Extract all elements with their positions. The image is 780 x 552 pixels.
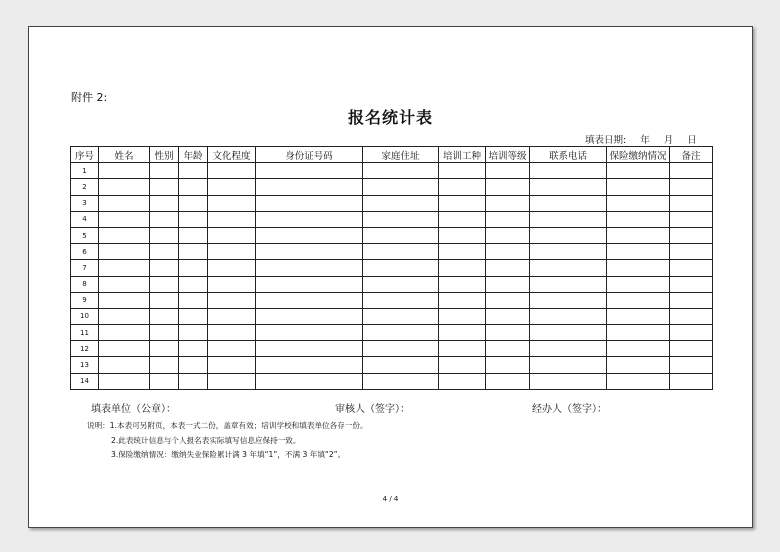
table-cell[interactable] [208,276,256,292]
table-cell[interactable] [530,260,607,276]
table-cell[interactable] [530,211,607,227]
table-cell[interactable] [179,308,208,324]
table-row [71,260,713,276]
row-number: 3 [71,195,99,211]
table-cell[interactable] [256,195,363,211]
table-cell[interactable] [208,244,256,260]
header-cell: 身份证号码 [256,147,363,163]
table-cell[interactable] [208,341,256,357]
table-cell[interactable] [670,373,713,389]
header-cell: 家庭住址 [363,147,439,163]
table-cell[interactable] [179,357,208,373]
table-row [71,341,713,357]
table-body [71,163,713,390]
header-cell: 序号 [71,147,99,163]
table-cell[interactable] [486,357,530,373]
table-cell[interactable] [670,227,713,243]
table-cell[interactable] [670,195,713,211]
table-cell[interactable] [99,308,150,324]
table-cell[interactable] [363,227,439,243]
header-cell: 培训等级 [486,147,530,163]
row-number: 5 [71,227,99,243]
handler-sign-label: 经办人（签字）： [532,404,607,415]
table-row [71,325,713,341]
table-row [71,195,713,211]
date-day: 日 [687,135,697,146]
table-cell[interactable] [363,195,439,211]
table-cell[interactable] [179,341,208,357]
table-cell[interactable] [363,373,439,389]
row-number: 4 [71,211,99,227]
row-number: 14 [71,373,99,389]
header-cell: 培训工种 [439,147,486,163]
table-cell[interactable] [150,163,179,179]
header-cell: 保险缴纳情况 [607,147,670,163]
table-cell[interactable] [256,341,363,357]
note-line: 2.此表统计信息与个人报名表实际填写信息应保持一致。 [111,435,301,445]
table-cell[interactable] [607,163,670,179]
table-row [71,357,713,373]
table-cell[interactable] [179,260,208,276]
table-cell[interactable] [670,179,713,195]
header-cell: 年龄 [179,147,208,163]
table-cell[interactable] [607,373,670,389]
table-cell[interactable] [99,163,150,179]
table-cell[interactable] [99,211,150,227]
table-cell[interactable] [179,373,208,389]
table-cell[interactable] [256,163,363,179]
table-cell[interactable] [607,341,670,357]
row-number: 13 [71,357,99,373]
table-cell[interactable] [439,373,486,389]
unit-seal-label: 填表单位（公章）： [91,404,176,415]
table-cell[interactable] [208,227,256,243]
table-cell[interactable] [530,179,607,195]
table-cell[interactable] [607,308,670,324]
table-cell[interactable] [530,341,607,357]
table-cell[interactable] [179,179,208,195]
table-cell[interactable] [150,211,179,227]
table-cell[interactable] [363,211,439,227]
table-cell[interactable] [530,292,607,308]
table-cell[interactable] [99,227,150,243]
table-row [71,179,713,195]
table-cell[interactable] [179,211,208,227]
table-cell[interactable] [208,373,256,389]
table-cell[interactable] [670,308,713,324]
header-cell: 性别 [150,147,179,163]
table-cell[interactable] [607,276,670,292]
table-cell[interactable] [99,341,150,357]
table-cell[interactable] [607,292,670,308]
table-cell[interactable] [208,179,256,195]
table-cell[interactable] [607,244,670,260]
table-cell[interactable] [99,373,150,389]
table-cell[interactable] [530,227,607,243]
table-cell[interactable] [179,325,208,341]
header-cell: 备注 [670,147,713,163]
date-month: 月 [663,135,674,146]
table-cell[interactable] [439,179,486,195]
table-cell[interactable] [486,163,530,179]
table-cell[interactable] [208,260,256,276]
table-cell[interactable] [150,292,179,308]
table-cell[interactable] [256,179,363,195]
table-cell[interactable] [150,260,179,276]
table-cell[interactable] [439,292,486,308]
table-cell[interactable] [607,325,670,341]
table-cell[interactable] [363,163,439,179]
row-number: 2 [71,179,99,195]
table-row [71,244,713,260]
table-cell[interactable] [99,357,150,373]
table-cell[interactable] [256,244,363,260]
page-title: 报名统计表 [347,108,433,127]
row-number: 8 [71,276,99,292]
table-cell[interactable] [150,308,179,324]
table-cell[interactable] [439,211,486,227]
table-cell[interactable] [486,373,530,389]
page-indicator: 4 / 4 [382,495,399,503]
table-row [71,227,713,243]
table-cell[interactable] [670,276,713,292]
table-cell[interactable] [363,276,439,292]
table-cell[interactable] [99,276,150,292]
table-cell[interactable] [670,163,713,179]
date-label: 填表日期: [585,135,627,146]
table-cell[interactable] [530,244,607,260]
registration-table [70,146,713,390]
table-cell[interactable] [530,373,607,389]
table-row [71,211,713,227]
table-cell[interactable] [363,244,439,260]
table-cell[interactable] [530,163,607,179]
table-cell[interactable] [530,308,607,324]
table-cell[interactable] [486,292,530,308]
table-cell[interactable] [179,195,208,211]
table-cell[interactable] [208,195,256,211]
reviewer-sign-label: 审核人（签字）： [335,404,410,415]
header-cell: 姓名 [99,147,150,163]
fill-date [585,132,697,146]
table-cell[interactable] [363,357,439,373]
note-line: 说明：1.本表可另附页，本表一式二份，盖章有效；培训学校和填表单位各存一份。 [87,421,368,430]
table-row [71,308,713,324]
table-cell[interactable] [256,227,363,243]
table-cell[interactable] [208,308,256,324]
table-cell[interactable] [256,260,363,276]
table-cell[interactable] [530,276,607,292]
table-cell[interactable] [208,292,256,308]
table-cell[interactable] [208,325,256,341]
table-cell[interactable] [99,260,150,276]
table-cell[interactable] [486,195,530,211]
table-cell[interactable] [363,308,439,324]
row-number: 9 [71,292,99,308]
table-cell[interactable] [486,276,530,292]
table-cell[interactable] [256,308,363,324]
table-row [71,163,713,179]
row-number: 11 [71,325,99,341]
table-cell[interactable] [607,211,670,227]
table-cell[interactable] [99,195,150,211]
table-cell[interactable] [256,373,363,389]
table-cell[interactable] [607,195,670,211]
table-cell[interactable] [179,292,208,308]
header-cell: 文化程度 [208,147,256,163]
table-cell[interactable] [150,325,179,341]
table-cell[interactable] [530,357,607,373]
table-cell[interactable] [607,357,670,373]
table-cell[interactable] [363,260,439,276]
table-cell[interactable] [530,325,607,341]
table-cell[interactable] [439,357,486,373]
table-cell[interactable] [99,292,150,308]
table-cell[interactable] [486,244,530,260]
table-cell[interactable] [256,292,363,308]
row-number: 1 [71,163,99,179]
note-line: 3.保险缴纳情况：缴纳失业保险累计满 3 年填“1”，不满 3 年填“2”。 [111,450,346,459]
document-page [28,26,753,528]
table-cell[interactable] [208,163,256,179]
annex-label: 附件 2: [71,91,108,104]
table-cell[interactable] [439,195,486,211]
table-cell[interactable] [486,179,530,195]
table-cell[interactable] [439,325,486,341]
table-cell[interactable] [363,292,439,308]
table-cell[interactable] [150,227,179,243]
table-cell[interactable] [486,211,530,227]
table-cell[interactable] [530,195,607,211]
table-cell[interactable] [607,179,670,195]
table-cell[interactable] [150,195,179,211]
table-row [71,373,713,389]
header-cell: 联系电话 [530,147,607,163]
table-cell[interactable] [439,341,486,357]
row-number: 7 [71,260,99,276]
table-cell[interactable] [670,211,713,227]
row-number: 6 [71,244,99,260]
table-cell[interactable] [150,373,179,389]
table-cell[interactable] [670,244,713,260]
table-cell[interactable] [439,244,486,260]
table-cell[interactable] [363,179,439,195]
table-cell[interactable] [439,308,486,324]
table-cell[interactable] [486,325,530,341]
table-cell[interactable] [486,308,530,324]
table-cell[interactable] [439,227,486,243]
table-cell[interactable] [486,341,530,357]
table-cell[interactable] [150,244,179,260]
table-cell[interactable] [363,341,439,357]
table-cell[interactable] [150,357,179,373]
table-cell[interactable] [670,357,713,373]
table-cell[interactable] [363,325,439,341]
table-cell[interactable] [208,357,256,373]
table-cell[interactable] [99,325,150,341]
table-cell[interactable] [99,179,150,195]
table-cell[interactable] [208,211,256,227]
table-cell[interactable] [670,341,713,357]
table-cell[interactable] [179,227,208,243]
table-cell[interactable] [607,227,670,243]
table-cell[interactable] [607,260,670,276]
table-cell[interactable] [256,325,363,341]
table-cell[interactable] [439,276,486,292]
table-cell[interactable] [670,325,713,341]
table-cell[interactable] [179,244,208,260]
table-cell[interactable] [179,276,208,292]
table-cell[interactable] [150,179,179,195]
date-year: 年 [640,135,650,146]
table-row [71,292,713,308]
table-cell[interactable] [486,260,530,276]
table-cell[interactable] [150,276,179,292]
table-cell[interactable] [439,163,486,179]
table-row [71,276,713,292]
table-cell[interactable] [99,244,150,260]
table-cell[interactable] [256,211,363,227]
table-cell[interactable] [150,341,179,357]
table-cell[interactable] [670,292,713,308]
table-header-row [71,147,713,163]
table-cell[interactable] [439,260,486,276]
table-cell[interactable] [256,276,363,292]
row-number: 10 [71,308,99,324]
row-number: 12 [71,341,99,357]
notes [87,419,368,463]
table-cell[interactable] [670,260,713,276]
table-cell[interactable] [256,357,363,373]
table-cell[interactable] [486,227,530,243]
table-cell[interactable] [179,163,208,179]
